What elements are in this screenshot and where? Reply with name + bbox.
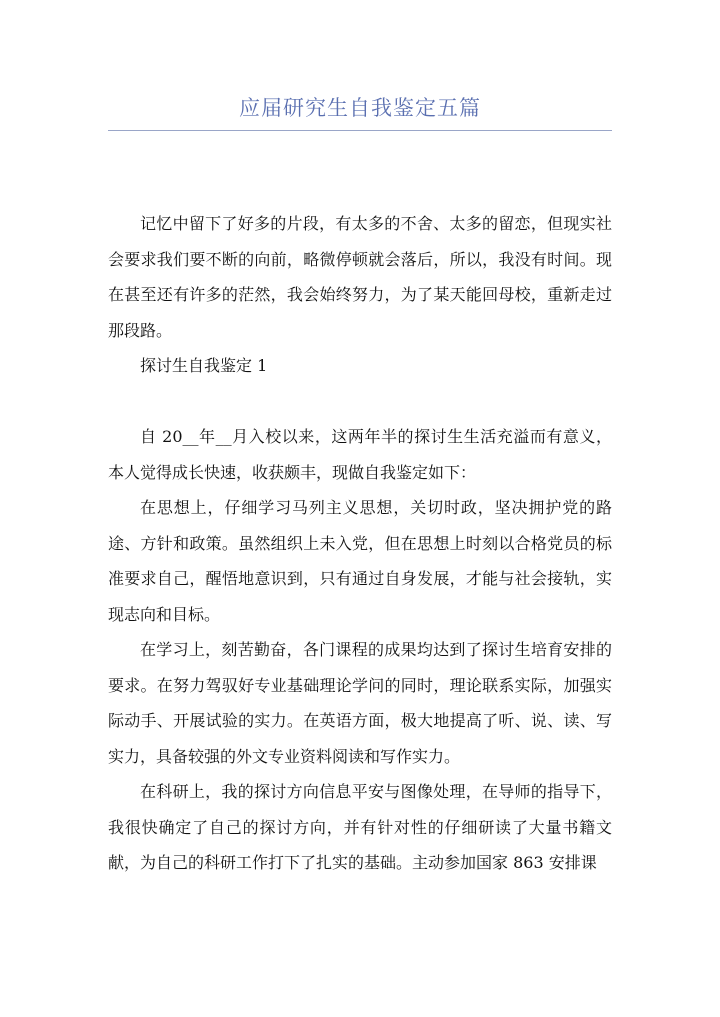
title-underline <box>108 130 612 131</box>
body-paragraph-2: 在思想上，仔细学习马列主义思想，关切时政，坚决拥护党的路途、方针和政策。虽然组织上未入党，但在思想上时刻以合格党员的标准要求自己，醒悟地意识到，只有通过自身发展，才能与社会接轨，实现志向和目标。 <box>108 498 612 624</box>
document-body <box>108 206 612 881</box>
body-paragraph-3: 在学习上，刻苦勤奋，各门课程的成果均达到了探讨生培育安排的要求。在努力驾驭好专业基础理论学问的同时，理论联系实际，加强实际动手、开展试验的实力。在英语方面，极大地提高了听、说、读、写实力，具备较强的外文专业资料阅读和写作实力。 <box>108 640 612 766</box>
body-paragraph-1: 自 20__年__月入校以来，这两年半的探讨生生活充溢而有意义，本人觉得成长快速，收获颇丰，现做自我鉴定如下： <box>108 427 612 482</box>
blank-line <box>108 384 612 420</box>
intro-paragraph: 记忆中留下了好多的片段，有太多的不舍、太多的留恋，但现实社会要求我们要不断的向前，略微停顿就会落后，所以，我没有时间。现在甚至还有许多的茫然，我会始终努力，为了某天能回母校，重新走过那段路。 <box>108 214 612 340</box>
document-title: 应届研究生自我鉴定五篇 <box>239 96 481 120</box>
section-heading: 探讨生自我鉴定 1 <box>140 356 268 375</box>
body-paragraph-4: 在科研上，我的探讨方向信息平安与图像处理，在导师的指导下，我很快确定了自己的探讨方向，并有针对性的仔细研读了大量书籍文献，为自己的科研工作打下了扎实的基础。主动参加国家 863 安排课 <box>108 782 612 872</box>
